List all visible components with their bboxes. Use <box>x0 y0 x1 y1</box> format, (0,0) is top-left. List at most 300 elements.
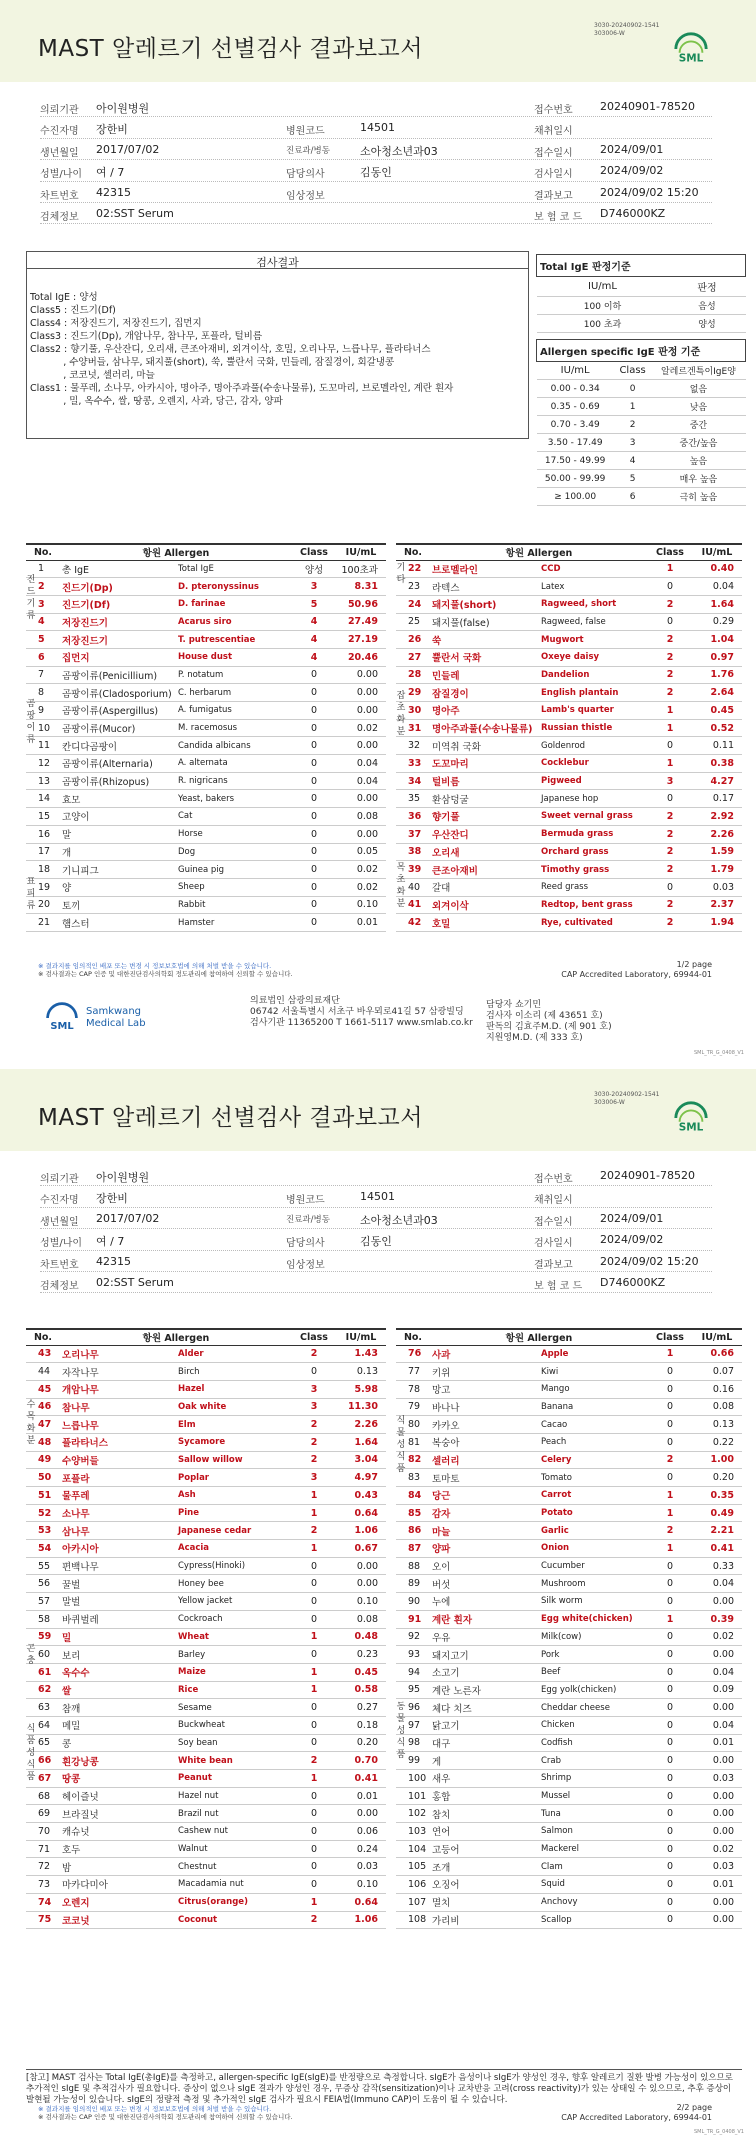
table-row <box>26 790 386 808</box>
table-row <box>396 843 742 861</box>
allergen-class: 0 <box>292 1699 336 1717</box>
value-dept: 소아청소년과03 <box>360 1213 438 1227</box>
allergen-no: 72 <box>26 1858 60 1876</box>
table-header-cell: Class <box>292 544 336 560</box>
allergen-no: 25 <box>396 613 430 631</box>
allergen-value: 0.00 <box>336 1805 386 1823</box>
warning-1: ※ 결과지를 임의적인 배포 또는 변경 시 정보보호법에 의해 처벌 받을 수 있습니다. <box>38 2105 272 2113</box>
allergen-value: 0.03 <box>692 878 742 896</box>
table-row <box>26 914 386 932</box>
allergen-name-en: Pine <box>176 1504 292 1522</box>
allergen-value: 0.00 <box>692 1699 742 1717</box>
group-label: 목초화분 <box>396 863 406 909</box>
allergen-class: 0 <box>648 737 692 755</box>
allergen-name-ko: 오렌지 <box>60 1893 176 1911</box>
allergen-no: 22 <box>396 560 430 578</box>
allergen-no: 27 <box>396 648 430 666</box>
allergen-name-en: Japanese cedar <box>176 1522 292 1540</box>
allergen-class: 2 <box>648 648 692 666</box>
allergen-class: 0 <box>292 666 336 684</box>
label-specimen: 검체정보 <box>40 211 79 223</box>
allergen-class: 0 <box>292 1805 336 1823</box>
table-row <box>26 631 386 649</box>
label-hospcode: 병원코드 <box>286 126 325 138</box>
allergen-name-ko: 집먼지 <box>60 648 176 666</box>
allergen-value: 0.02 <box>336 719 386 737</box>
total-ige-criteria-table <box>536 254 746 333</box>
table-row <box>396 1345 742 1363</box>
allergen-name-en: Shrimp <box>539 1770 648 1788</box>
label-reportdate: 결과보고 <box>534 190 573 202</box>
allergen-value: 0.10 <box>336 1593 386 1611</box>
allergen-value: 0.20 <box>336 1734 386 1752</box>
allergen-value: 0.49 <box>692 1504 742 1522</box>
specific-ige-cell: 5 <box>614 470 652 488</box>
allergen-name-en: Maize <box>176 1663 292 1681</box>
label-receipt: 접수일시 <box>534 147 573 159</box>
allergen-value: 0.64 <box>336 1504 386 1522</box>
allergen-name-en: Salmon <box>539 1823 648 1841</box>
table-header-cell: IU/mL <box>692 544 742 560</box>
allergen-name-ko: 오리새 <box>430 843 539 861</box>
total-ige-range: 100 초과 <box>537 315 669 333</box>
allergen-class: 0 <box>648 1752 692 1770</box>
allergen-name-en: Egg white(chicken) <box>539 1610 648 1628</box>
allergen-no: 87 <box>396 1540 430 1558</box>
allergen-name-en: Coconut <box>176 1911 292 1929</box>
value-receipt-no: 20240901-78520 <box>600 100 695 113</box>
allergen-name-en: Japanese hop <box>539 790 648 808</box>
allergen-value: 0.10 <box>336 1876 386 1894</box>
table-row <box>396 825 742 843</box>
total-ige-judge: 양성 <box>669 315 746 333</box>
specific-ige-head: Class <box>614 362 652 380</box>
table-row <box>26 1451 386 1469</box>
allergen-name-ko: 환삼덩굴 <box>430 790 539 808</box>
allergen-name-ko: 브라질넛 <box>60 1805 176 1823</box>
allergen-no: 93 <box>396 1646 430 1664</box>
allergen-name-ko: 말 <box>60 825 176 843</box>
table-row <box>396 1487 742 1505</box>
specific-ige-row <box>537 434 746 452</box>
table-row <box>396 1504 742 1522</box>
table-header-cell: Class <box>648 1329 692 1345</box>
allergen-class: 0 <box>292 772 336 790</box>
allergen-no: 6 <box>26 648 60 666</box>
allergen-name-ko: 미역취 국화 <box>430 737 539 755</box>
allergen-no: 11 <box>26 737 60 755</box>
allergen-class: 0 <box>292 1840 336 1858</box>
allergen-name-en: Crab <box>539 1752 648 1770</box>
allergen-value: 0.00 <box>692 1911 742 1929</box>
allergen-class: 0 <box>292 843 336 861</box>
allergen-class: 0 <box>648 613 692 631</box>
allergen-no: 66 <box>26 1752 60 1770</box>
samkwang-name: Samkwang <box>86 1006 141 1017</box>
allergen-value: 0.07 <box>692 1363 742 1381</box>
allergen-value: 1.59 <box>692 843 742 861</box>
specific-ige-row <box>537 470 746 488</box>
allergen-name-ko: 햄스터 <box>60 914 176 932</box>
allergen-name-en: Sweet vernal grass <box>539 808 648 826</box>
allergen-name-en: Anchovy <box>539 1893 648 1911</box>
allergen-name-ko: 사과 <box>430 1345 539 1363</box>
table-row <box>396 1699 742 1717</box>
allergen-value: 0.66 <box>692 1345 742 1363</box>
allergen-value: 4.27 <box>692 772 742 790</box>
allergen-class: 2 <box>648 1451 692 1469</box>
allergen-no: 21 <box>26 914 60 932</box>
allergen-value: 0.11 <box>692 737 742 755</box>
allergen-no: 30 <box>396 702 430 720</box>
table-row <box>26 1398 386 1416</box>
table-row <box>26 1380 386 1398</box>
table-row <box>396 578 742 596</box>
total-ige-head-judge: 판정 <box>669 277 746 297</box>
allergen-name-ko: 호두 <box>60 1840 176 1858</box>
allergen-name-ko: 우유 <box>430 1628 539 1646</box>
table-row <box>396 1540 742 1558</box>
allergen-class: 0 <box>648 1663 692 1681</box>
specific-ige-cell: 0 <box>614 380 652 398</box>
allergen-class: 1 <box>292 1893 336 1911</box>
allergen-no: 95 <box>396 1681 430 1699</box>
allergen-no: 32 <box>396 737 430 755</box>
table-header-cell: No. <box>26 544 60 560</box>
allergen-no: 52 <box>26 1504 60 1522</box>
allergen-no: 29 <box>396 684 430 702</box>
allergen-no: 59 <box>26 1628 60 1646</box>
allergen-name-ko: 망고 <box>430 1380 539 1398</box>
allergen-value: 1.06 <box>336 1522 386 1540</box>
specific-ige-cell: 3 <box>614 434 652 452</box>
table-row <box>396 560 742 578</box>
allergen-name-ko: 흰강낭콩 <box>60 1752 176 1770</box>
allergen-value: 2.26 <box>336 1416 386 1434</box>
allergen-no: 31 <box>396 719 430 737</box>
allergen-class: 0 <box>648 1363 692 1381</box>
allergen-class: 2 <box>648 825 692 843</box>
allergen-name-en: Garlic <box>539 1522 648 1540</box>
allergen-value: 0.27 <box>336 1699 386 1717</box>
specific-ige-cell: 극히 높음 <box>651 488 745 506</box>
allergen-name-en: Bermuda grass <box>539 825 648 843</box>
table-row <box>26 1805 386 1823</box>
allergen-class: 0 <box>292 737 336 755</box>
allergen-name-en: Cockroach <box>176 1610 292 1628</box>
allergen-value: 1.79 <box>692 861 742 879</box>
allergen-value: 0.08 <box>336 808 386 826</box>
allergen-name-ko: 토끼 <box>60 896 176 914</box>
allergen-name-ko: 고등어 <box>430 1840 539 1858</box>
allergen-class: 2 <box>292 1433 336 1451</box>
allergen-no: 102 <box>396 1805 430 1823</box>
specific-ige-cell: 중간 <box>651 416 745 434</box>
allergen-name-ko: 멸치 <box>430 1893 539 1911</box>
allergen-no: 3 <box>26 595 60 613</box>
label-name: 수진자명 <box>40 1195 79 1207</box>
allergen-value: 0.02 <box>336 878 386 896</box>
allergen-name-ko: 포플라 <box>60 1469 176 1487</box>
allergen-value: 1.76 <box>692 666 742 684</box>
allergen-name-ko: 곰팡이류(Penicillium) <box>60 666 176 684</box>
allergen-name-en: R. nigricans <box>176 772 292 790</box>
allergen-value: 1.04 <box>692 631 742 649</box>
label-org: 의뢰기관 <box>40 1174 79 1185</box>
allergen-name-en: Hamster <box>176 914 292 932</box>
allergen-no: 62 <box>26 1681 60 1699</box>
table-row <box>396 1752 742 1770</box>
allergen-name-ko: 콩 <box>60 1734 176 1752</box>
allergen-name-en: Cashew nut <box>176 1823 292 1841</box>
table-row <box>396 1911 742 1929</box>
allergen-name-ko: 명아주 <box>430 702 539 720</box>
value-sexage: 여 / 7 <box>96 1235 125 1249</box>
allergen-no: 10 <box>26 719 60 737</box>
specific-ige-row <box>537 452 746 470</box>
table-header-cell: 항원 Allergen <box>60 544 292 560</box>
allergen-name-ko: 오이 <box>430 1557 539 1575</box>
table-row <box>26 560 386 578</box>
label-dept: 진료과/병동 <box>286 145 330 156</box>
table-row <box>396 1716 742 1734</box>
table-row <box>396 1805 742 1823</box>
allergen-name-en: Carrot <box>539 1487 648 1505</box>
allergen-value: 0.00 <box>336 666 386 684</box>
specific-ige-cell: 2 <box>614 416 652 434</box>
allergen-name-ko: 돼지고기 <box>430 1646 539 1664</box>
allergen-name-ko: 돼지풀(short) <box>430 595 539 613</box>
allergen-name-en: Redtop, bent grass <box>539 896 648 914</box>
allergen-value: 0.45 <box>692 702 742 720</box>
allergen-class: 1 <box>648 1540 692 1558</box>
allergen-name-en: Banana <box>539 1398 648 1416</box>
report-page-2 <box>0 1069 756 2138</box>
allergen-name-ko: 참나무 <box>60 1398 176 1416</box>
allergen-name-en: CCD <box>539 560 648 578</box>
allergen-value: 0.03 <box>692 1770 742 1788</box>
label-doctor: 담당의사 <box>286 169 325 181</box>
allergen-no: 50 <box>26 1469 60 1487</box>
allergen-name-en: Honey bee <box>176 1575 292 1593</box>
table-row <box>26 1911 386 1929</box>
allergen-name-ko: 참깨 <box>60 1699 176 1717</box>
allergen-class: 0 <box>292 1823 336 1841</box>
allergen-no: 24 <box>396 595 430 613</box>
allergen-value: 0.13 <box>336 1363 386 1381</box>
allergen-value: 0.00 <box>692 1787 742 1805</box>
table-row <box>396 1593 742 1611</box>
allergen-class: 0 <box>648 1646 692 1664</box>
allergen-name-ko: 잠질경이 <box>430 684 539 702</box>
allergen-value: 0.00 <box>692 1823 742 1841</box>
allergen-name-ko: 복숭아 <box>430 1433 539 1451</box>
allergen-value: 0.01 <box>336 1787 386 1805</box>
allergen-value: 0.01 <box>692 1734 742 1752</box>
allergen-class: 3 <box>292 1398 336 1416</box>
allergen-name-ko: 호밀 <box>430 914 539 932</box>
allergen-name-en: Walnut <box>176 1840 292 1858</box>
allergen-name-en: Pork <box>539 1646 648 1664</box>
allergen-class: 0 <box>648 1823 692 1841</box>
table-header-cell: 항원 Allergen <box>60 1329 292 1345</box>
table-row <box>26 1858 386 1876</box>
allergen-value: 0.41 <box>692 1540 742 1558</box>
allergen-no: 56 <box>26 1575 60 1593</box>
value-dept: 소아청소년과03 <box>360 144 438 158</box>
allergen-value: 0.00 <box>692 1646 742 1664</box>
table-row <box>396 1681 742 1699</box>
allergen-name-ko: 대구 <box>430 1734 539 1752</box>
allergen-class: 0 <box>292 1646 336 1664</box>
allergen-class: 1 <box>648 1504 692 1522</box>
allergen-name-ko: 버섯 <box>430 1575 539 1593</box>
allergen-class: 0 <box>292 1610 336 1628</box>
specific-ige-cell: 없음 <box>651 380 745 398</box>
label-name: 수진자명 <box>40 126 79 138</box>
allergen-class: 2 <box>648 631 692 649</box>
allergen-class: 2 <box>648 684 692 702</box>
allergen-name-en: Scallop <box>539 1911 648 1929</box>
allergen-value: 0.04 <box>336 772 386 790</box>
allergen-no: 83 <box>396 1469 430 1487</box>
allergen-class: 0 <box>648 1593 692 1611</box>
allergen-name-ko: 보리 <box>60 1646 176 1664</box>
allergen-name-en: Peach <box>539 1433 648 1451</box>
allergen-value: 0.00 <box>336 825 386 843</box>
allergen-class: 0 <box>292 878 336 896</box>
table-row <box>26 755 386 773</box>
allergen-name-ko: 꿀벌 <box>60 1575 176 1593</box>
allergen-class: 2 <box>292 1416 336 1434</box>
allergen-no: 96 <box>396 1699 430 1717</box>
allergen-no: 104 <box>396 1840 430 1858</box>
value-chart: 42315 <box>96 185 131 199</box>
page-number: 2/2 page <box>676 2103 712 2112</box>
allergen-class: 2 <box>648 914 692 932</box>
allergen-class: 5 <box>292 595 336 613</box>
allergen-name-en: Dandelion <box>539 666 648 684</box>
allergen-class: 0 <box>292 808 336 826</box>
allergen-name-ko: 효모 <box>60 790 176 808</box>
allergen-no: 63 <box>26 1699 60 1717</box>
table-row <box>396 648 742 666</box>
value-storage: D746000KZ <box>600 1275 666 1289</box>
label-doctor: 담당의사 <box>286 1238 325 1250</box>
allergen-class: 0 <box>648 1398 692 1416</box>
allergen-name-en: D. farinae <box>176 595 292 613</box>
allergen-name-ko: 키위 <box>430 1363 539 1381</box>
allergen-name-en: Mackerel <box>539 1840 648 1858</box>
table-row <box>26 861 386 879</box>
allergen-name-ko: 계란 흰자 <box>430 1610 539 1628</box>
allergen-no: 33 <box>396 755 430 773</box>
specific-ige-criteria-table <box>536 339 746 506</box>
allergen-no: 23 <box>396 578 430 596</box>
table-row <box>396 1363 742 1381</box>
result-summary <box>26 251 529 439</box>
value-birth: 2017/07/02 <box>96 142 160 156</box>
allergen-value: 2.92 <box>692 808 742 826</box>
allergen-no: 19 <box>26 878 60 896</box>
allergen-name-en: Mussel <box>539 1787 648 1805</box>
org-name: 의료법인 삼광의료재단 <box>250 996 340 1006</box>
allergen-no: 67 <box>26 1770 60 1788</box>
allergen-value: 2.64 <box>692 684 742 702</box>
allergen-name-en: Mushroom <box>539 1575 648 1593</box>
value-specimen: 02:SST Serum <box>96 1275 174 1289</box>
allergen-name-en: White bean <box>176 1752 292 1770</box>
allergen-class: 0 <box>648 878 692 896</box>
value-specimen: 02:SST Serum <box>96 206 174 220</box>
allergen-name-en: English plantain <box>539 684 648 702</box>
allergen-class: 0 <box>648 1911 692 1929</box>
allergen-name-ko: 물푸레 <box>60 1487 176 1505</box>
label-receipt-no: 접수번호 <box>534 1174 573 1185</box>
allergen-class: 0 <box>648 1893 692 1911</box>
table-row <box>396 1380 742 1398</box>
allergen-class: 0 <box>292 1876 336 1894</box>
allergen-value: 0.02 <box>692 1840 742 1858</box>
allergen-class: 0 <box>648 1876 692 1894</box>
allergen-name-en: Clam <box>539 1858 648 1876</box>
allergen-no: 39 <box>396 861 430 879</box>
table-row <box>26 1646 386 1664</box>
allergen-value: 0.33 <box>692 1557 742 1575</box>
table-row <box>396 878 742 896</box>
allergen-no: 45 <box>26 1380 60 1398</box>
table-row <box>26 896 386 914</box>
allergen-no: 101 <box>396 1787 430 1805</box>
reference-note: [참고] MAST 검사는 Total IgE(총IgE)를 측정하고, allergen-specific IgE(sIgE)를 반정량으로 측정합니다. sIgE가 음성이나 sIgE가 양성인 경우, 향후 알레르기 질환 발병 가능성이 있으므로 추가적인 sIgE 및 추적검사가 필요합니다. 증상이 없으나 sIgE 결과가 양성인 경우, 무증상 감작(sensitization)이나 교차반응 고려(cross reactivity)가 있는 상태일 수 있으므로, 추후 증상이 발현될 가능성이 있습니다. sIgE의 정량적 측정 및 추가적인 sIgE 검사가 필요시 FEIA법(Immuno CAP)이 도움이 될 수 있습니다. <box>26 2069 742 2106</box>
table-row <box>26 1522 386 1540</box>
specific-ige-row <box>537 416 746 434</box>
allergen-class: 1 <box>648 1487 692 1505</box>
allergen-name-ko: 마늘 <box>430 1522 539 1540</box>
allergen-class: 2 <box>292 1911 336 1929</box>
allergen-class: 0 <box>648 1716 692 1734</box>
allergen-name-ko: 양 <box>60 878 176 896</box>
allergen-value: 0.02 <box>692 1628 742 1646</box>
label-clinical: 임상정보 <box>286 190 325 202</box>
allergen-no: 100 <box>396 1770 430 1788</box>
table-row <box>396 1557 742 1575</box>
allergen-name-en: Latex <box>539 578 648 596</box>
table-row <box>26 1345 386 1363</box>
allergen-name-en: Mango <box>539 1380 648 1398</box>
allergen-value: 0.00 <box>336 790 386 808</box>
allergen-no: 108 <box>396 1911 430 1929</box>
table-row <box>26 1575 386 1593</box>
allergen-no: 2 <box>26 578 60 596</box>
allergen-name-ko: 명아주과풀(수송나물류) <box>430 719 539 737</box>
table-header-cell: No. <box>26 1329 60 1345</box>
table-row <box>396 1893 742 1911</box>
table-header-cell: Class <box>648 544 692 560</box>
allergen-class: 0 <box>292 702 336 720</box>
allergen-name-en: Cocklebur <box>539 755 648 773</box>
label-sexage: 성별/나이 <box>40 169 83 181</box>
allergen-no: 20 <box>26 896 60 914</box>
allergen-value: 0.00 <box>692 1805 742 1823</box>
allergen-class: 1 <box>648 702 692 720</box>
value-reportdate: 2024/09/02 15:20 <box>600 185 699 199</box>
label-birth: 생년월일 <box>40 147 79 159</box>
value-doctor: 김동인 <box>360 166 392 180</box>
label-specimen: 검체정보 <box>40 1280 79 1292</box>
allergen-name-ko: 도꼬마리 <box>430 755 539 773</box>
table-row <box>396 1663 742 1681</box>
